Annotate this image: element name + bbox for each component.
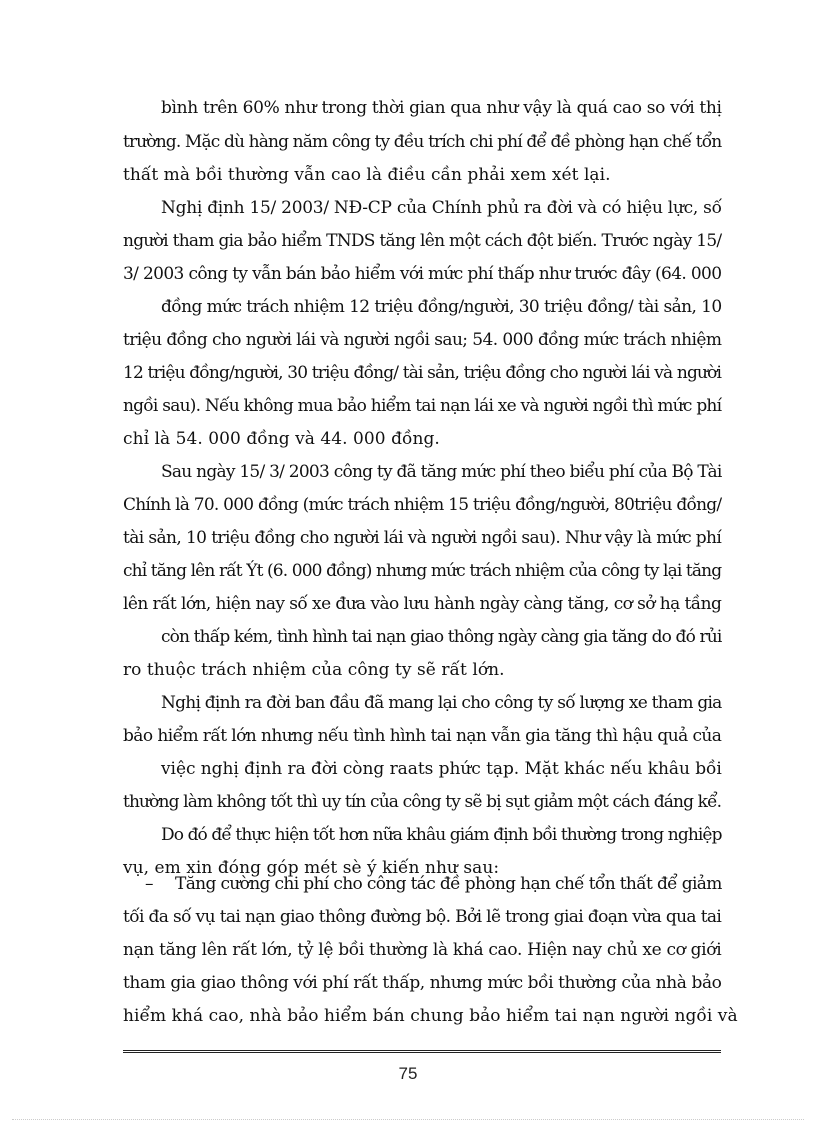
text-line: thất mà bồi thường vẫn cao là điều cần phải xem xét lại. (123, 165, 611, 185)
text-line: bảo hiểm rất lớn nhưng nếu tình hình tai nạn vẫn gia tăng thì hậu quả của (123, 726, 722, 746)
page-edge-divider (12, 1119, 804, 1120)
text-line: tối đa số vụ tai nạn giao thông đường bộ. Bởi lẽ trong giai đoạn vừa qua tai (123, 907, 722, 927)
text-line: ro thuộc trách nhiệm của công ty sẽ rất lớn. (123, 660, 505, 680)
text-line: chỉ tăng lên rất Ýt (6. 000 đồng) nhưng mức trách nhiệm của công ty lại tăng (123, 561, 722, 581)
text-line: Nghị định 15/ 2003/ NĐ-CP của Chính phủ ra đời và có hiệu lực, số (161, 198, 722, 218)
text-line: việc nghị định ra đời còng raats phức tạp. Mặt khác nếu khâu bồi (161, 759, 722, 779)
text-line: trường. Mặc dù hàng năm công ty đều trích chi phí để đề phòng hạn chế tổn (123, 132, 722, 152)
footer-rule (123, 1050, 721, 1053)
text-line: nạn tăng lên rất lớn, tỷ lệ bồi thường là khá cao. Hiện nay chủ xe cơ giới (123, 940, 722, 960)
text-line: bình trên 60% như trong thời gian qua như vậy là quá cao so với thị (161, 98, 722, 118)
bullet-marker: – (145, 874, 154, 894)
text-line: lên rất lớn, hiện nay số xe đưa vào lưu hành ngày càng tăng, cơ sở hạ tầng (123, 594, 722, 614)
text-line: 12 triệu đồng/người, 30 triệu đồng/ tài sản, triệu đồng cho người lái và người (123, 363, 722, 383)
text-line: Do đó để thực hiện tốt hơn nữa khâu giám định bồi thường trong nghiệp (161, 825, 722, 845)
text-line: thường làm không tốt thì uy tín của công ty sẽ bị sụt giảm một cách đáng kể. (123, 792, 722, 812)
text-line: ngồi sau). Nếu không mua bảo hiểm tai nạn lái xe và người ngồi thì mức phí (123, 396, 722, 416)
text-line: Nghị định ra đời ban đầu đã mang lại cho công ty số lượng xe tham gia (161, 693, 722, 713)
text-line: 3/ 2003 công ty vẫn bán bảo hiểm với mức phí thấp như trước đây (64. 000 (123, 264, 722, 284)
text-line: vụ, em xin đóng góp mét sè ý kiến như sau: (123, 858, 500, 878)
text-line: còn thấp kém, tình hình tai nạn giao thông ngày càng gia tăng do đó rủi (161, 627, 722, 647)
text-line: Sau ngày 15/ 3/ 2003 công ty đã tăng mức phí theo biểu phí của Bộ Tài (161, 462, 722, 482)
text-line: triệu đồng cho người lái và người ngồi sau; 54. 000 đồng mức trách nhiệm (123, 330, 722, 350)
text-line: người tham gia bảo hiểm TNDS tăng lên một cách đột biến. Trước ngày 15/ (123, 231, 722, 251)
text-line: chỉ là 54. 000 đồng và 44. 000 đồng. (123, 429, 440, 449)
text-line: hiểm khá cao, nhà bảo hiểm bán chung bảo hiểm tai nạn người ngồi và (123, 1006, 738, 1026)
text-line: Tăng cường chi phí cho công tác đề phòng hạn chế tổn thất để giảm (175, 874, 722, 894)
text-line: đồng mức trách nhiệm 12 triệu đồng/người, 30 triệu đồng/ tài sản, 10 (161, 297, 722, 317)
text-line: tài sản, 10 triệu đồng cho người lái và người ngồi sau). Như vậy là mức phí (123, 528, 722, 548)
page-number: 75 (398, 1064, 418, 1083)
text-line: tham gia giao thông với phí rất thấp, nhưng mức bồi thường của nhà bảo (123, 973, 722, 993)
text-line: Chính là 70. 000 đồng (mức trách nhiệm 15 triệu đồng/người, 80triệu đồng/ (123, 495, 722, 515)
